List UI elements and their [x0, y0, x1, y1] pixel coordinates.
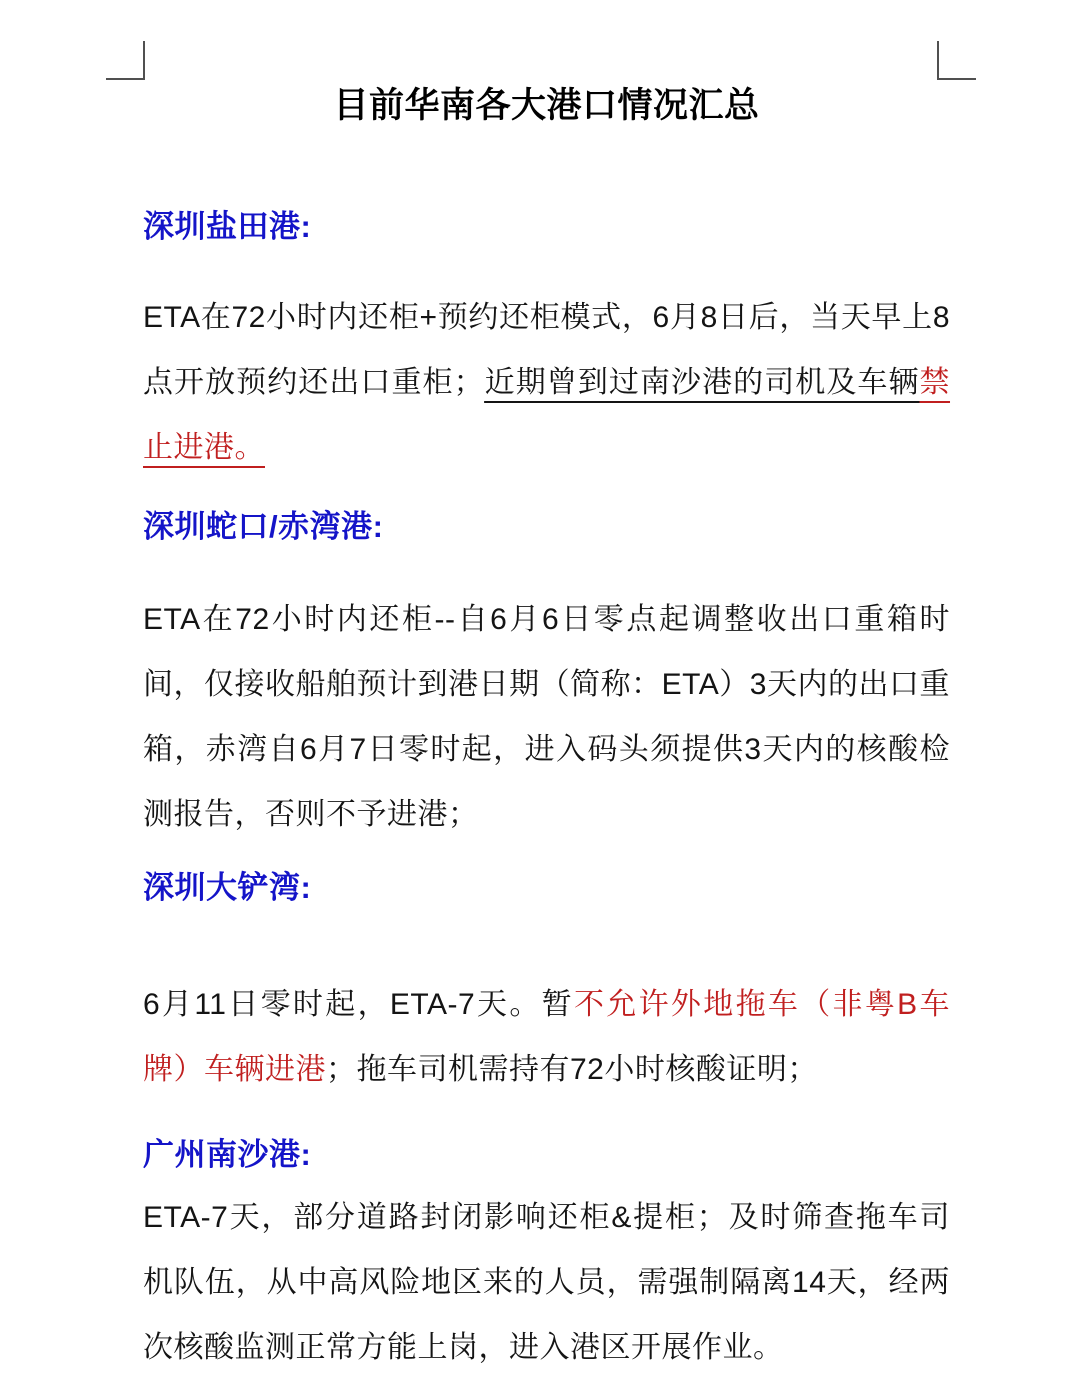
section-dachanwan [143, 868, 950, 1102]
section-nansha [143, 1135, 950, 1380]
section-heading-shekou-chiwan: 深圳蛇口/赤湾港: [143, 509, 384, 544]
text-run-normal: ETA在72小时内还柜--自6月6日零点起调整收出口重箱时间，仅接收船舶预计到港日期（简称：ETA）3天内的出口重箱，赤湾自6月7日零时起，进入码头须提供3天内的核酸检测报告，否则不予进港； [143, 603, 950, 831]
text-run-underline: 近期曾到过南沙港的司机及车辆 [484, 366, 920, 399]
document-title: 目前华南各大港口情况汇总 [333, 86, 760, 125]
section-shekou-chiwan [143, 507, 950, 847]
text-run-normal: ETA-7天，部分道路封闭影响还柜&提柜；及时筛查拖车司机队伍，从中高风险地区来的人员，需强制隔离14天，经两次核酸监测正常方能上岗，进入港区开展作业。 [143, 1201, 950, 1364]
text-run-normal: ETA在72小时内还柜+预约还柜模式，6月8日后，当天早上8点开放预约还出口重柜； [143, 301, 950, 399]
section-paragraph [143, 285, 950, 480]
section-paragraph [143, 1185, 950, 1380]
section-heading-yantian: 深圳盐田港: [143, 209, 312, 244]
section-paragraph [143, 587, 950, 847]
section-heading-dachanwan: 深圳大铲湾: [143, 870, 312, 905]
text-run-normal: 6月11日零时起，ETA-7天。暂 [143, 988, 574, 1021]
text-run-normal: ；拖车司机需持有72小时核酸证明； [326, 1053, 818, 1086]
section-heading-nansha: 广州南沙港: [143, 1137, 312, 1172]
section-yantian [143, 207, 950, 480]
section-paragraph [143, 972, 950, 1102]
text-run-red: 不允许外地拖车（非粤B车牌）车辆进港 [143, 988, 950, 1086]
text-run-red-underline: 禁止进港。 [143, 366, 951, 464]
